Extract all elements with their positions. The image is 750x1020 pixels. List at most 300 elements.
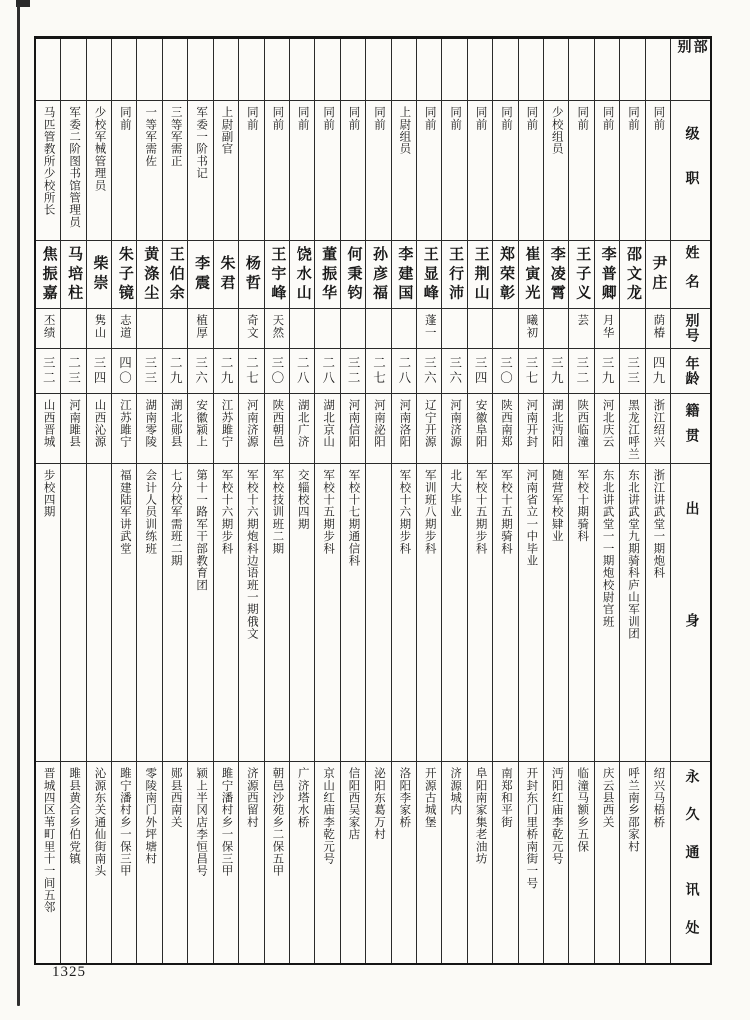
person-name: 李普卿 bbox=[599, 245, 616, 304]
rank-cell bbox=[239, 101, 263, 241]
rank-cell bbox=[61, 101, 85, 241]
name-cell bbox=[646, 241, 670, 309]
rank-cell bbox=[341, 101, 365, 241]
rank-value: 少校军械管理员 bbox=[93, 106, 106, 192]
person-column bbox=[492, 39, 517, 963]
header-name-label: 姓名 bbox=[683, 245, 699, 304]
age-cell bbox=[239, 349, 263, 394]
age-value: 三三 bbox=[625, 356, 640, 386]
alias-value: 志道 bbox=[118, 314, 131, 339]
rank-cell bbox=[36, 101, 60, 241]
person-name: 董振华 bbox=[320, 245, 337, 304]
unit-cell bbox=[163, 39, 187, 101]
native-place-value: 江苏雎宁 bbox=[220, 399, 233, 448]
background-cell bbox=[163, 464, 187, 762]
age-value: 三六 bbox=[447, 356, 462, 386]
address-cell bbox=[265, 762, 289, 964]
rank-value: 少校组员 bbox=[550, 106, 563, 155]
background-cell bbox=[290, 464, 314, 762]
address-cell bbox=[61, 762, 85, 964]
native-place-value: 山西沁源 bbox=[93, 399, 106, 448]
native-place-value: 安徽颍上 bbox=[195, 399, 208, 448]
alias-cell bbox=[341, 309, 365, 349]
rank-value: 马匹管教所少校所长 bbox=[42, 106, 55, 216]
address-value: 郧县西南关 bbox=[169, 767, 182, 828]
address-cell bbox=[569, 762, 593, 964]
age-cell bbox=[214, 349, 238, 394]
address-cell bbox=[468, 762, 492, 964]
header-unit-label: 部别 bbox=[675, 39, 707, 74]
age-cell bbox=[36, 349, 60, 394]
background-cell bbox=[87, 464, 111, 762]
address-value: 济源城内 bbox=[449, 767, 462, 816]
header-address-label: 永久通讯处 bbox=[683, 768, 699, 958]
name-cell bbox=[290, 241, 314, 309]
unit-cell bbox=[188, 39, 212, 101]
person-name: 邵文龙 bbox=[625, 245, 642, 304]
rank-cell bbox=[315, 101, 339, 241]
native-place-value: 陕西南郑 bbox=[499, 399, 512, 448]
background-cell bbox=[137, 464, 161, 762]
address-cell bbox=[442, 762, 466, 964]
address-value: 开源古城堡 bbox=[423, 767, 436, 828]
unit-cell bbox=[417, 39, 441, 101]
personnel-roster-table bbox=[34, 36, 712, 965]
name-cell bbox=[366, 241, 390, 309]
alias-cell bbox=[239, 309, 263, 349]
native-place-cell bbox=[442, 394, 466, 464]
person-name: 焦振嘉 bbox=[40, 245, 57, 304]
rank-cell bbox=[519, 101, 543, 241]
background-value: 第十一路军干部教育团 bbox=[195, 469, 208, 591]
age-value: 四〇 bbox=[117, 356, 132, 386]
rank-cell bbox=[544, 101, 568, 241]
alias-value: 曦初 bbox=[525, 314, 538, 339]
native-place-value: 河南洛阳 bbox=[398, 399, 411, 448]
person-column bbox=[60, 39, 85, 963]
alias-value: 隽山 bbox=[93, 314, 106, 339]
person-column bbox=[543, 39, 568, 963]
person-column bbox=[86, 39, 111, 963]
alias-cell bbox=[417, 309, 441, 349]
address-value: 洛阳李家桥 bbox=[398, 767, 411, 828]
person-name: 李凌霄 bbox=[548, 245, 565, 304]
native-place-cell bbox=[341, 394, 365, 464]
name-cell bbox=[493, 241, 517, 309]
alias-cell bbox=[569, 309, 593, 349]
address-cell bbox=[36, 762, 60, 964]
address-value: 雎宁潘村乡一保三甲 bbox=[118, 767, 131, 877]
name-cell bbox=[61, 241, 85, 309]
person-column bbox=[619, 39, 644, 963]
person-column bbox=[162, 39, 187, 963]
rank-value: 同前 bbox=[474, 106, 487, 131]
name-cell bbox=[341, 241, 365, 309]
address-value: 阜阳南家集老油坊 bbox=[474, 767, 487, 865]
person-name: 朱君 bbox=[218, 255, 235, 294]
background-cell bbox=[341, 464, 365, 762]
header-cell-background bbox=[671, 464, 710, 762]
native-place-value: 湖北沔阳 bbox=[550, 399, 563, 448]
rank-cell bbox=[112, 101, 136, 241]
name-cell bbox=[569, 241, 593, 309]
alias-cell bbox=[595, 309, 619, 349]
native-place-value: 河南信阳 bbox=[347, 399, 360, 448]
person-name: 郑荣彰 bbox=[497, 245, 514, 304]
header-alias-label: 别号 bbox=[683, 313, 699, 344]
background-cell bbox=[569, 464, 593, 762]
person-column bbox=[238, 39, 263, 963]
page-number: 1325 bbox=[52, 964, 86, 980]
address-cell bbox=[315, 762, 339, 964]
address-cell bbox=[620, 762, 644, 964]
native-place-cell bbox=[493, 394, 517, 464]
address-cell bbox=[417, 762, 441, 964]
age-value: 二九 bbox=[219, 356, 234, 386]
age-value: 二九 bbox=[168, 356, 183, 386]
alias-cell bbox=[392, 309, 416, 349]
alias-cell bbox=[620, 309, 644, 349]
age-cell bbox=[442, 349, 466, 394]
age-value: 三二 bbox=[346, 356, 361, 386]
address-value: 泌阳东葛万村 bbox=[372, 767, 385, 841]
rank-cell bbox=[214, 101, 238, 241]
alias-value: 丕绩 bbox=[42, 314, 55, 339]
age-cell bbox=[468, 349, 492, 394]
background-cell bbox=[646, 464, 670, 762]
name-cell bbox=[36, 241, 60, 309]
header-cell-rank bbox=[671, 101, 710, 241]
background-cell bbox=[188, 464, 212, 762]
alias-cell bbox=[188, 309, 212, 349]
native-place-cell bbox=[214, 394, 238, 464]
age-cell bbox=[315, 349, 339, 394]
header-column bbox=[670, 39, 710, 963]
age-cell bbox=[61, 349, 85, 394]
person-column bbox=[36, 39, 60, 963]
address-cell bbox=[366, 762, 390, 964]
person-name: 李建国 bbox=[396, 245, 413, 304]
background-cell bbox=[366, 464, 390, 762]
alias-value: 植厚 bbox=[195, 314, 208, 339]
person-column bbox=[568, 39, 593, 963]
person-name: 黄涤尘 bbox=[142, 245, 159, 304]
name-cell bbox=[595, 241, 619, 309]
address-value: 沔阳红庙李乾元号 bbox=[550, 767, 563, 865]
unit-cell bbox=[87, 39, 111, 101]
age-value: 三六 bbox=[422, 356, 437, 386]
native-place-cell bbox=[544, 394, 568, 464]
rank-cell bbox=[137, 101, 161, 241]
person-name: 王子义 bbox=[574, 245, 591, 304]
person-name: 杨哲 bbox=[243, 255, 260, 294]
address-value: 信阳西吴家店 bbox=[347, 767, 360, 841]
native-place-value: 辽宁开源 bbox=[423, 399, 436, 448]
background-value: 军校十五期步科 bbox=[322, 469, 335, 555]
person-column bbox=[314, 39, 339, 963]
native-place-value: 湖北广济 bbox=[296, 399, 309, 448]
scan-edge-line bbox=[17, 4, 20, 1006]
unit-cell bbox=[569, 39, 593, 101]
background-value: 七分校军需班二期 bbox=[169, 469, 182, 567]
age-value: 三九 bbox=[600, 356, 615, 386]
rank-cell bbox=[87, 101, 111, 241]
header-cell-native-place bbox=[671, 394, 710, 464]
background-value: 东北讲武堂一一期炮校尉官班 bbox=[601, 469, 614, 628]
background-cell bbox=[265, 464, 289, 762]
age-cell bbox=[569, 349, 593, 394]
address-value: 雎县黄合乡伯党镇 bbox=[68, 767, 81, 865]
rank-cell bbox=[392, 101, 416, 241]
native-place-value: 陕西临潼 bbox=[576, 399, 589, 448]
address-value: 绍兴马梧桥 bbox=[652, 767, 665, 828]
person-column bbox=[594, 39, 619, 963]
native-place-cell bbox=[366, 394, 390, 464]
age-value: 三六 bbox=[193, 356, 208, 386]
name-cell bbox=[468, 241, 492, 309]
header-age-label: 年龄 bbox=[683, 355, 699, 387]
background-value: 军校十五期步科 bbox=[474, 469, 487, 555]
native-place-value: 河北庆云 bbox=[601, 399, 614, 448]
rank-value: 同前 bbox=[525, 106, 538, 131]
age-cell bbox=[366, 349, 390, 394]
background-value: 交辎校四期 bbox=[296, 469, 309, 530]
rank-cell bbox=[468, 101, 492, 241]
native-place-cell bbox=[265, 394, 289, 464]
alias-cell bbox=[36, 309, 60, 349]
background-value: 军校十期骑科 bbox=[576, 469, 589, 543]
age-cell bbox=[188, 349, 212, 394]
background-value: 会计人员训练班 bbox=[144, 469, 157, 555]
age-cell bbox=[417, 349, 441, 394]
age-cell bbox=[265, 349, 289, 394]
background-value: 军校技训班二期 bbox=[271, 469, 284, 555]
address-cell bbox=[519, 762, 543, 964]
person-column bbox=[213, 39, 238, 963]
alias-cell bbox=[544, 309, 568, 349]
address-cell bbox=[595, 762, 619, 964]
unit-cell bbox=[265, 39, 289, 101]
rank-cell bbox=[366, 101, 390, 241]
unit-cell bbox=[214, 39, 238, 101]
header-cell-age bbox=[671, 349, 710, 394]
background-value: 随营军校肄业 bbox=[550, 469, 563, 543]
address-cell bbox=[493, 762, 517, 964]
age-value: 三七 bbox=[523, 356, 538, 386]
unit-cell bbox=[493, 39, 517, 101]
rank-value: 同前 bbox=[271, 106, 284, 131]
person-column bbox=[264, 39, 289, 963]
rank-value: 同前 bbox=[627, 106, 639, 131]
rank-value: 同前 bbox=[601, 106, 614, 131]
age-value: 二三 bbox=[66, 356, 81, 386]
alias-cell bbox=[493, 309, 517, 349]
alias-cell bbox=[646, 309, 670, 349]
rank-cell bbox=[493, 101, 517, 241]
background-value: 军校十六期步科 bbox=[398, 469, 411, 555]
name-cell bbox=[265, 241, 289, 309]
native-place-value: 湖北京山 bbox=[322, 399, 335, 448]
native-place-value: 河南泌阳 bbox=[372, 399, 385, 448]
name-cell bbox=[519, 241, 543, 309]
rank-value: 上尉组员 bbox=[398, 106, 411, 155]
person-column bbox=[645, 39, 670, 963]
rank-cell bbox=[646, 101, 670, 241]
rank-value: 同前 bbox=[296, 106, 309, 131]
native-place-cell bbox=[36, 394, 60, 464]
rank-value: 同前 bbox=[322, 106, 335, 131]
alias-cell bbox=[366, 309, 390, 349]
person-column bbox=[416, 39, 441, 963]
rank-value: 同前 bbox=[499, 106, 512, 131]
native-place-cell bbox=[569, 394, 593, 464]
person-name: 何秉钧 bbox=[345, 245, 362, 304]
age-cell bbox=[620, 349, 644, 394]
address-value: 庆云县西关 bbox=[601, 767, 614, 828]
age-value: 三三 bbox=[142, 356, 157, 386]
unit-cell bbox=[366, 39, 390, 101]
person-name: 王行沛 bbox=[447, 245, 464, 304]
native-place-value: 陕西朝邑 bbox=[271, 399, 284, 448]
address-value: 呼兰南乡邵家村 bbox=[627, 767, 639, 853]
background-value: 浙江讲武堂一期炮科 bbox=[652, 469, 665, 579]
background-cell bbox=[112, 464, 136, 762]
unit-cell bbox=[620, 39, 644, 101]
native-place-cell bbox=[188, 394, 212, 464]
background-cell bbox=[595, 464, 619, 762]
person-name: 柴崇 bbox=[91, 255, 108, 294]
address-cell bbox=[112, 762, 136, 964]
rank-value: 同前 bbox=[347, 106, 360, 131]
native-place-value: 河南雎县 bbox=[68, 399, 81, 448]
address-value: 京山红庙李乾元号 bbox=[322, 767, 335, 865]
rank-value: 同前 bbox=[423, 106, 436, 131]
name-cell bbox=[137, 241, 161, 309]
age-value: 三二 bbox=[574, 356, 589, 386]
address-cell bbox=[188, 762, 212, 964]
rank-value: 上尉副官 bbox=[220, 106, 233, 155]
alias-value: 奇文 bbox=[245, 314, 258, 339]
background-value: 步校四期 bbox=[42, 469, 55, 518]
native-place-cell bbox=[315, 394, 339, 464]
name-cell bbox=[239, 241, 263, 309]
person-column bbox=[467, 39, 492, 963]
age-cell bbox=[341, 349, 365, 394]
native-place-value: 江苏雎宁 bbox=[118, 399, 131, 448]
rank-cell bbox=[265, 101, 289, 241]
unit-cell bbox=[239, 39, 263, 101]
native-place-cell bbox=[239, 394, 263, 464]
native-place-value: 河南开封 bbox=[525, 399, 538, 448]
age-cell bbox=[519, 349, 543, 394]
person-name: 王宇峰 bbox=[269, 245, 286, 304]
address-value: 沁源东关通仙街南头 bbox=[93, 767, 106, 877]
native-place-value: 河南济源 bbox=[245, 399, 258, 448]
person-column bbox=[111, 39, 136, 963]
unit-cell bbox=[61, 39, 85, 101]
name-cell bbox=[163, 241, 187, 309]
background-cell bbox=[315, 464, 339, 762]
age-value: 二八 bbox=[320, 356, 335, 386]
native-place-value: 河南济源 bbox=[449, 399, 462, 448]
age-cell bbox=[493, 349, 517, 394]
rank-value: 同前 bbox=[245, 106, 258, 131]
age-value: 二八 bbox=[396, 356, 411, 386]
address-value: 南郑和平街 bbox=[499, 767, 512, 828]
age-value: 三二 bbox=[41, 356, 56, 386]
name-cell bbox=[188, 241, 212, 309]
age-value: 三四 bbox=[473, 356, 488, 386]
rank-cell bbox=[620, 101, 644, 241]
address-cell bbox=[544, 762, 568, 964]
person-column bbox=[289, 39, 314, 963]
person-name: 饶水山 bbox=[294, 245, 311, 304]
age-cell bbox=[595, 349, 619, 394]
unit-cell bbox=[544, 39, 568, 101]
person-name: 孙彦福 bbox=[370, 245, 387, 304]
header-background-label: 出身 bbox=[683, 500, 699, 725]
rank-cell bbox=[595, 101, 619, 241]
age-value: 三〇 bbox=[498, 356, 513, 386]
unit-cell bbox=[442, 39, 466, 101]
name-cell bbox=[544, 241, 568, 309]
rank-value: 同前 bbox=[118, 106, 131, 131]
background-cell bbox=[493, 464, 517, 762]
rank-cell bbox=[188, 101, 212, 241]
alias-cell bbox=[87, 309, 111, 349]
age-value: 三九 bbox=[549, 356, 564, 386]
age-value: 二八 bbox=[295, 356, 310, 386]
person-name: 崔寅光 bbox=[523, 245, 540, 304]
alias-value: 芸 bbox=[576, 314, 589, 327]
rank-value: 同前 bbox=[372, 106, 385, 131]
name-cell bbox=[315, 241, 339, 309]
address-value: 朝邑沙苑乡二保五甲 bbox=[271, 767, 284, 877]
address-value: 济源西留村 bbox=[245, 767, 258, 828]
person-column bbox=[365, 39, 390, 963]
header-native-place-label: 籍贯 bbox=[683, 403, 699, 454]
native-place-cell bbox=[620, 394, 644, 464]
name-cell bbox=[417, 241, 441, 309]
unit-cell bbox=[315, 39, 339, 101]
person-name: 马培柱 bbox=[66, 245, 83, 304]
rank-value: 同前 bbox=[576, 106, 589, 131]
unit-cell bbox=[112, 39, 136, 101]
native-place-cell bbox=[392, 394, 416, 464]
background-cell bbox=[392, 464, 416, 762]
unit-cell bbox=[137, 39, 161, 101]
address-value: 广济塔水桥 bbox=[296, 767, 309, 828]
alias-cell bbox=[290, 309, 314, 349]
address-cell bbox=[163, 762, 187, 964]
age-cell bbox=[163, 349, 187, 394]
background-value: 军校十五期骑科 bbox=[499, 469, 512, 555]
background-value: 福建陆军讲武堂 bbox=[118, 469, 131, 555]
background-value: 军校十六期炮科边语班一期俄文 bbox=[245, 469, 258, 640]
alias-value: 荫椿 bbox=[652, 314, 665, 339]
rank-cell bbox=[290, 101, 314, 241]
background-cell bbox=[61, 464, 85, 762]
age-value: 二七 bbox=[371, 356, 386, 386]
header-cell-name bbox=[671, 241, 710, 309]
background-cell bbox=[239, 464, 263, 762]
alias-value: 蓬一 bbox=[423, 314, 436, 339]
alias-cell bbox=[61, 309, 85, 349]
alias-cell bbox=[137, 309, 161, 349]
unit-cell bbox=[392, 39, 416, 101]
address-cell bbox=[137, 762, 161, 964]
native-place-value: 湖北郧县 bbox=[169, 399, 182, 448]
